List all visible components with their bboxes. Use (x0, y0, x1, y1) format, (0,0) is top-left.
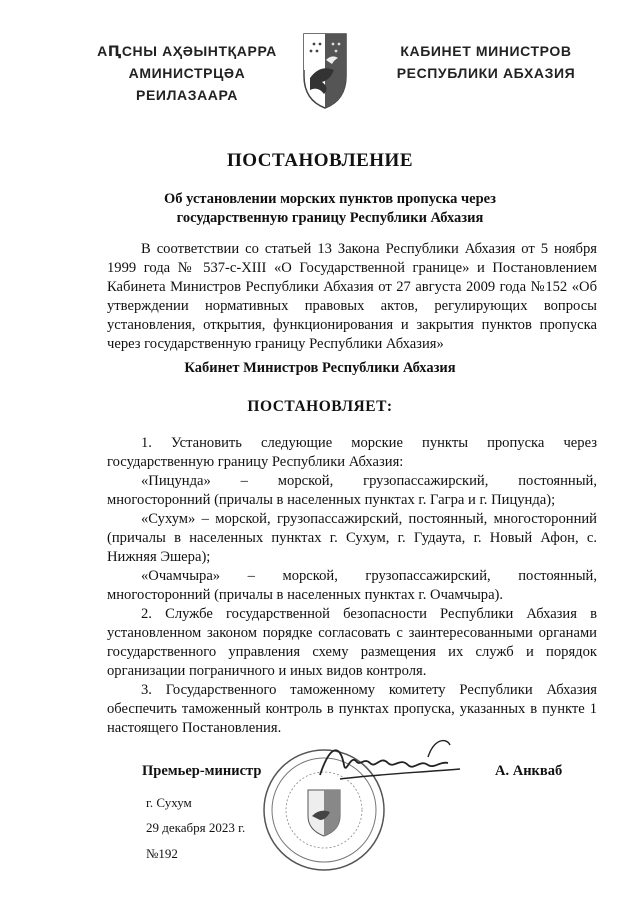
header-right (396, 40, 576, 84)
subject-line1: Об установлении морских пунктов пропуска через (164, 191, 496, 207)
date-of-issue: 29 декабря 2023 г. (146, 820, 246, 835)
abkhazia-coat-of-arms-icon (300, 30, 350, 110)
preamble-paragraph: В соответствии со статьей 13 Закона Республики Абхазия от 5 ноября 1999 года № 537-с-XIII «О Государственной границе» и Постановлением Кабинета Министров Республики Абхазия от 27 августа 2009 года №152 «Об утверждении нормативных правовых актов, регулирующих вопросы установления, открытия, функционирования и закрытия пунктов пропуска через государственную границу Республики Абхазия» (107, 241, 597, 352)
document-subject (120, 190, 540, 228)
header-left (82, 40, 292, 106)
header-right-line2: РЕСПУБЛИКИ АБХАЗИЯ (396, 65, 576, 81)
cabinet-heading: Кабинет Министров Республики Абхазия (184, 360, 456, 376)
paragraph-sukhum: «Сухум» – морской, грузопассажирский, постоянный, многосторонний (причалы в населенных пунктах г. Сухум, г. Гудаута, г. Новый Афон, с. Нижняя Эшера); (107, 511, 597, 565)
decree-heading: ПОСТАНОВЛЯЕТ: (247, 398, 393, 415)
paragraph-pitsunda: «Пицунда» – морской, грузопассажирский, постоянный, многосторонний (причалы в населенных пунктах г. Гагра и г. Пицунда); (107, 473, 597, 508)
document-number: №192 (146, 846, 178, 861)
header-left-line2: АМИНИСТРЦӘА РЕИЛАЗААРА (128, 65, 246, 103)
paragraph-2: 2. Службе государственной безопасности Республики Абхазия в установленном законом порядке согласовать с заинтересованными органами государственного управления схему размещения их служб и порядок организации пограничного и иных видов контроля. (107, 606, 597, 679)
paragraph-3: 3. Государственного таможенному комитету Республики Абхазия обеспечить таможенный контроль в пунктах пропуска, указанных в пункте 1 настоящего Постановления. (107, 682, 597, 736)
signatory-role: Премьер-министр (142, 763, 262, 779)
signatory-name: А. Анкваб (495, 763, 563, 779)
paragraph-ochamchyra: «Очамчыра» – морской, грузопассажирский, постоянный, многосторонний (причалы в населенных пунктах г. Очамчыра). (107, 568, 597, 603)
handwritten-signature-icon (300, 735, 470, 790)
paragraph-1: 1. Установить следующие морские пункты пропуска через государственную границу Республики Абхазия: (107, 435, 597, 470)
decree-body (107, 434, 597, 738)
subject-line2: государственную границу Республики Абхазия (176, 210, 484, 226)
header-right-line1: КАБИНЕТ МИНИСТРОВ (400, 43, 572, 59)
place-of-issue: г. Сухум (146, 795, 192, 810)
document-title: ПОСТАНОВЛЕНИЕ (226, 150, 414, 171)
header-left-line1: АԤСНЫ АҲӘЫНТҚАРРА (97, 43, 277, 59)
